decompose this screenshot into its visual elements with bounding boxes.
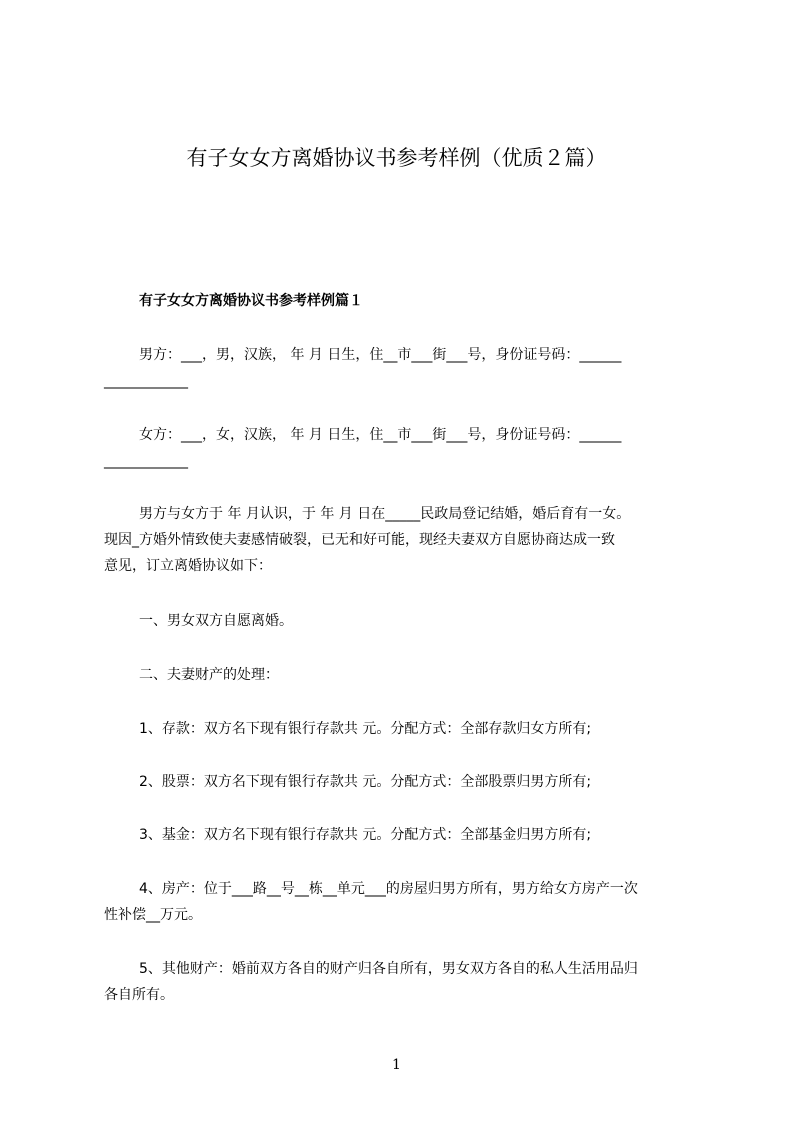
paragraph-background bbox=[104, 501, 630, 579]
paragraph-line: 1、存款：双方名下现有银行存款共 元。分配方式：全部存款归女方所有; bbox=[139, 721, 592, 737]
paragraph-line: 男方与女方于 年 月认识，于 年 月 日在_____民政局登记结婚，婚后育有一女。 bbox=[139, 506, 631, 522]
paragraph-line: 女方：___，女，汉族， 年 月 日生，住__市___街___号，身份证号码：______ bbox=[139, 427, 622, 443]
paragraph-line: 5、其他财产：婚前双方各自的财产归各自所有，男女双方各自的私人生活用品归 bbox=[139, 961, 638, 977]
paragraph-line: 二、夫妻财产的处理： bbox=[139, 667, 279, 683]
paragraph-line: 性补偿__万元。 bbox=[104, 907, 202, 923]
item-stocks bbox=[139, 769, 591, 795]
paragraph-line: 一、男女双方自愿离婚。 bbox=[139, 613, 293, 629]
item-funds bbox=[139, 822, 591, 848]
paragraph-male-party bbox=[104, 342, 621, 394]
paragraph-line: 男方：___，男，汉族， 年 月 日生，住__市___街___号，身份证号码：______ bbox=[139, 347, 622, 363]
paragraph-line: 4、房产：位于___路__号__栋__单元___的房屋归男方所有，男方给女方房产一次 bbox=[139, 881, 638, 897]
paragraph-line: 现因_方婚外情致使夫妻感情破裂，已无和好可能，现经夫妻双方自愿协商达成一致 bbox=[104, 532, 615, 548]
section-heading: 有子女女方离婚协议书参考样例篇１ bbox=[139, 293, 363, 309]
document-title: 有子女女方离婚协议书参考样例（优质２篇） bbox=[186, 146, 607, 170]
paragraph-line: 意见，订立离婚协议如下： bbox=[104, 558, 272, 574]
paragraph-line: ____________ bbox=[104, 373, 188, 389]
page-number: 1 bbox=[392, 1057, 401, 1073]
clause-1 bbox=[139, 608, 293, 634]
paragraph-line: ____________ bbox=[104, 453, 188, 469]
paragraph-line: 2、股票：双方名下现有银行存款共 元。分配方式：全部股票归男方所有; bbox=[139, 774, 592, 790]
item-savings bbox=[139, 716, 591, 742]
clause-2 bbox=[139, 662, 279, 688]
item-other-assets bbox=[104, 956, 638, 1008]
item-property bbox=[104, 876, 638, 928]
paragraph-line: 3、基金：双方名下现有银行存款共 元。分配方式：全部基金归男方所有; bbox=[139, 827, 592, 843]
paragraph-line: 各自所有。 bbox=[104, 987, 174, 1003]
paragraph-female-party bbox=[104, 422, 621, 474]
